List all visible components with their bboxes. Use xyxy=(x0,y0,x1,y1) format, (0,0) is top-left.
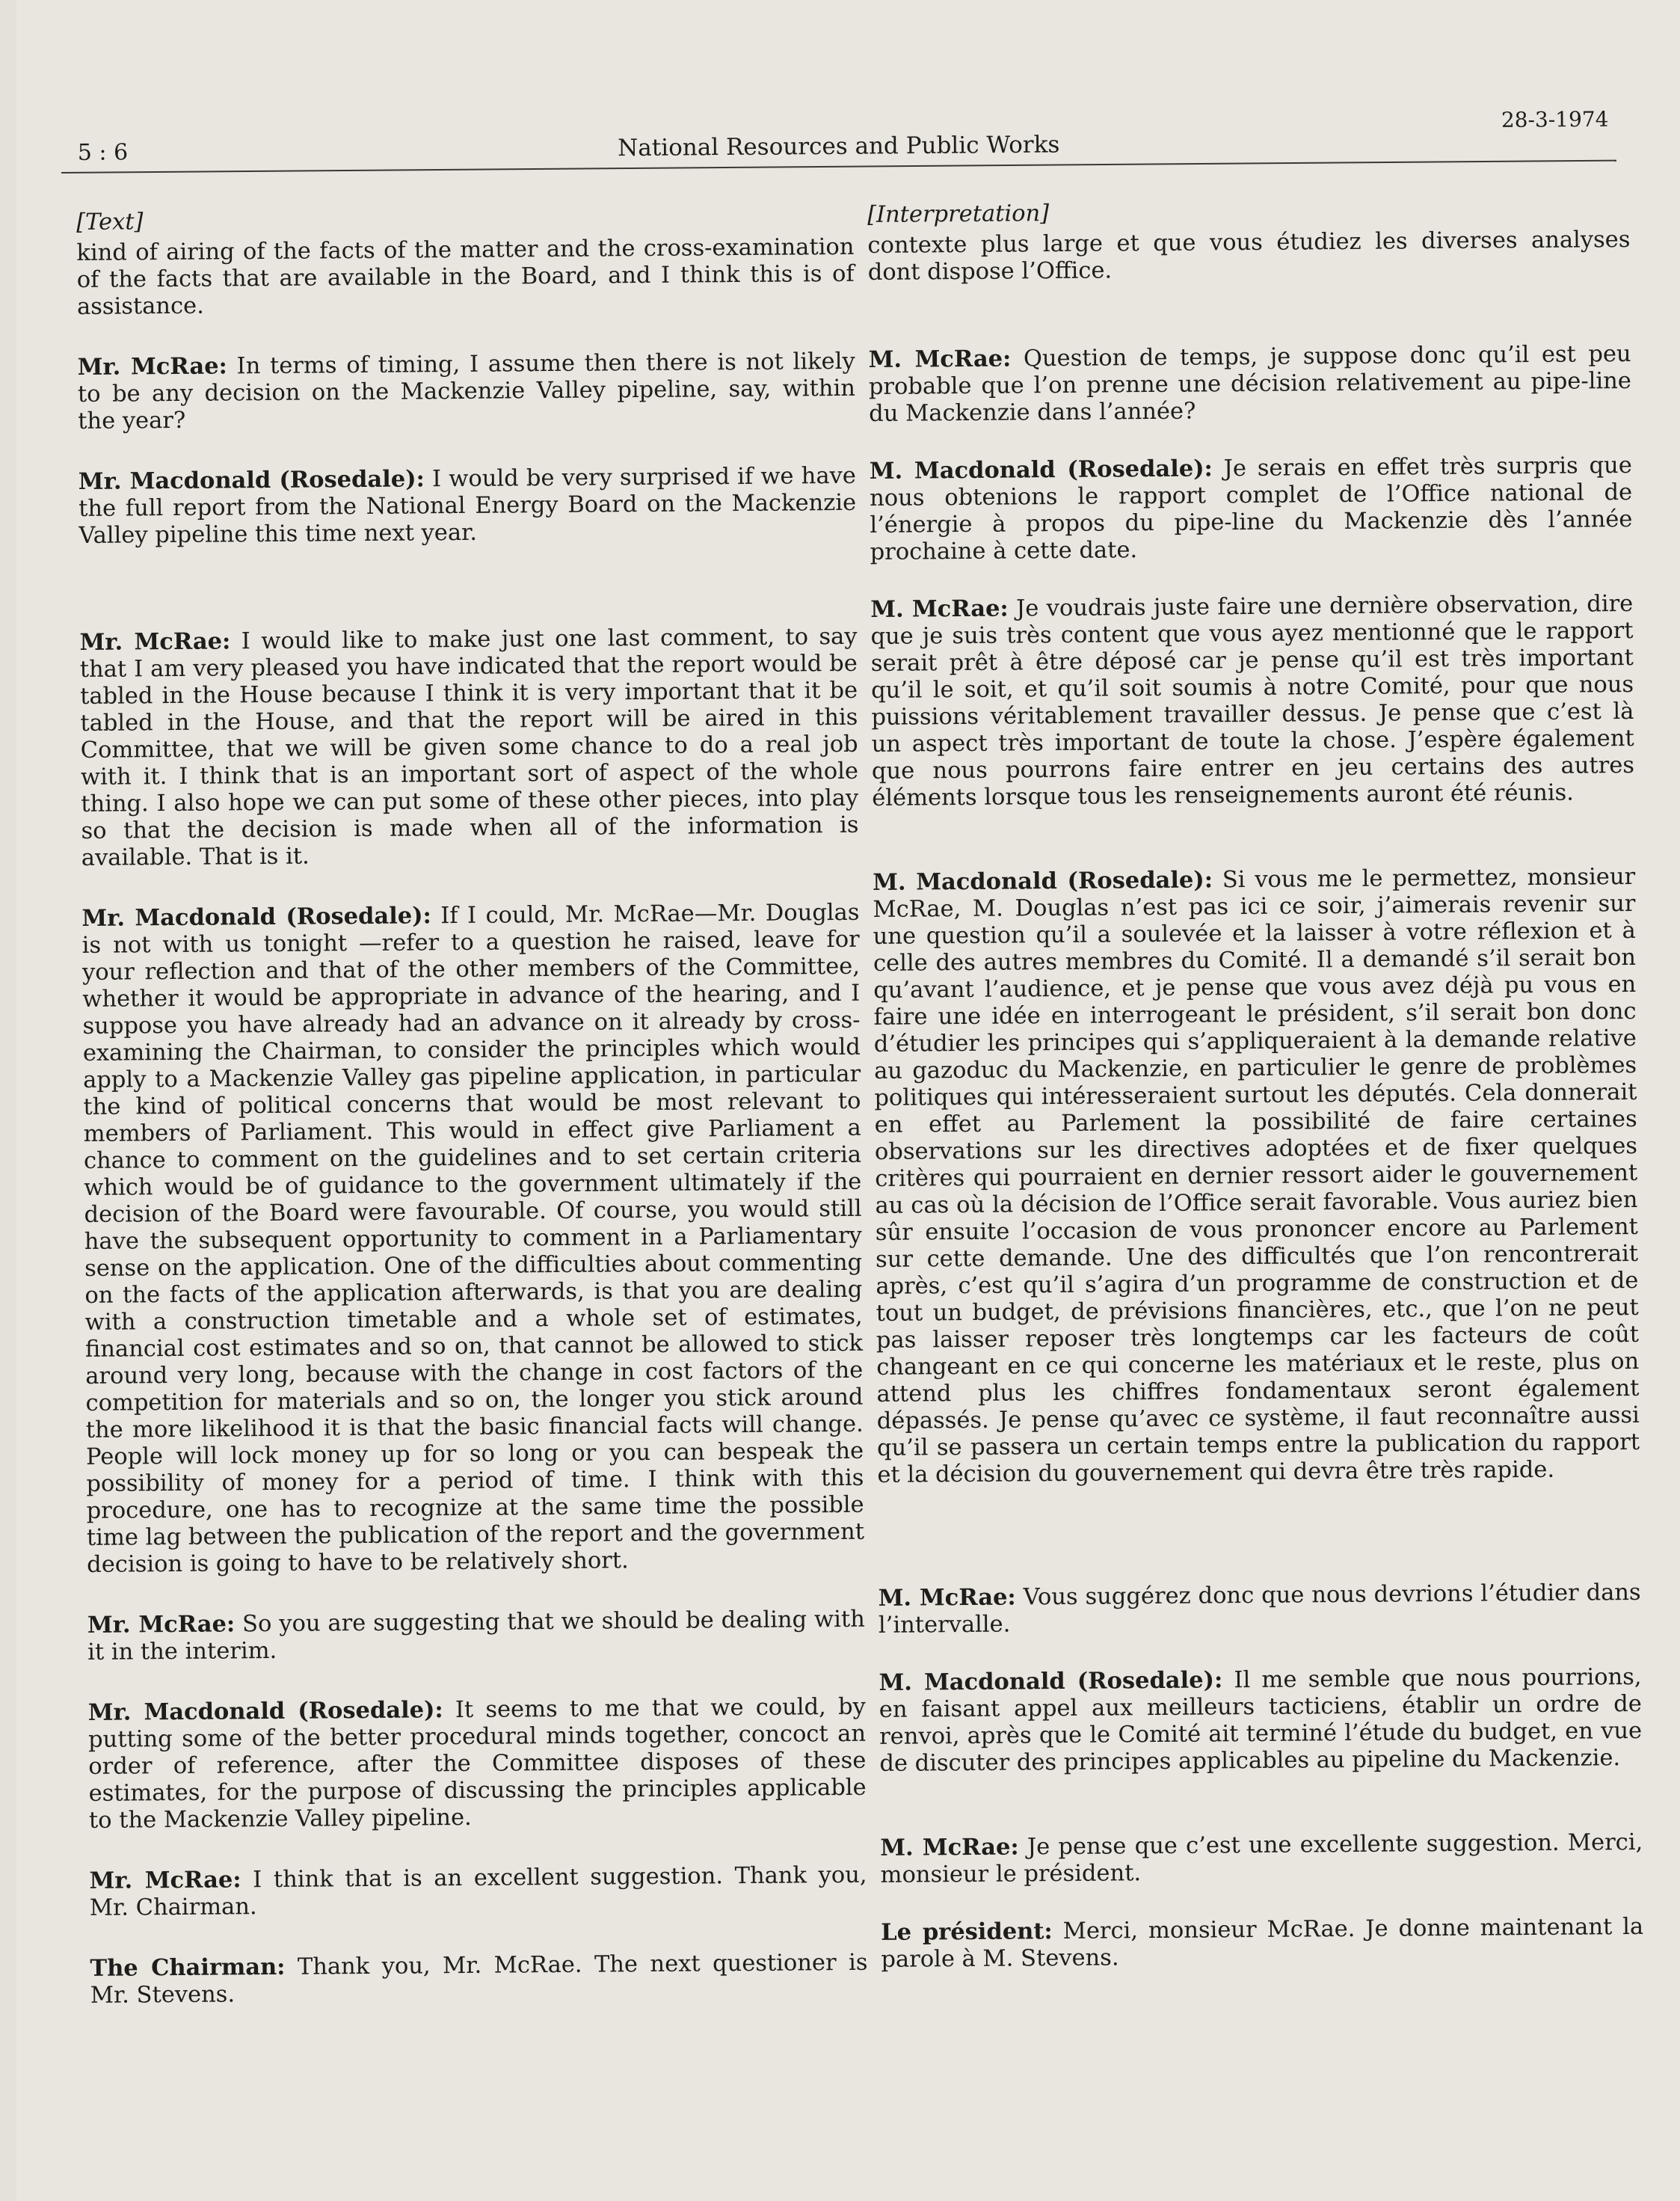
speaker-name: Mr. McRae: xyxy=(89,1866,241,1894)
paragraph xyxy=(867,226,1631,286)
journal-title: National Resources and Public Works xyxy=(618,131,1060,162)
header-date: 28-3-1974 xyxy=(1501,106,1609,132)
paragraph xyxy=(90,1949,868,2010)
document-page xyxy=(16,0,1680,2201)
speaker-name: Mr. Macdonald (Rosedale): xyxy=(81,902,431,932)
paragraph xyxy=(881,1913,1644,1974)
speech-text: Je pense que c’est une excellente suggestion. Merci, monsieur le président. xyxy=(880,1829,1643,1888)
english-column xyxy=(76,203,868,2039)
speaker-name: Mr. Macdonald (Rosedale): xyxy=(78,465,425,495)
speaker-name: The Chairman: xyxy=(90,1953,286,1982)
page-header xyxy=(61,93,1616,174)
speaker-name: M. Macdonald (Rosedale): xyxy=(879,1666,1223,1696)
page-number: 5 : 6 xyxy=(77,139,129,166)
speaker-name: M. McRae: xyxy=(870,595,1009,623)
paragraph xyxy=(870,590,1634,812)
speech-text: I would like to make just one last comment, to say that I am very pleased you have indicated that the report would be tabled in the House because I think it is very important that it be tabled in the House, and that the report will be aired in this Committee, that we will be given some chance to do a real job with it. I think that is an important sort of aspect of the whole thing. I also hope we can put some of these other pieces, into play so that the decision is made when all of the information is available. That is it. xyxy=(79,623,859,871)
speaker-name: M. McRae: xyxy=(880,1833,1019,1861)
speaker-name: M. Macdonald (Rosedale): xyxy=(873,866,1213,896)
paragraph xyxy=(870,452,1633,566)
speech-text: If I could, Mr. McRae—Mr. Douglas is not with us tonight —refer to a question he raised, leave for your reflection and that of the other members of the Committee, whether it would be appropriate in advance of the hearing, and I suppose you have already had an advance on it already by cross-examining the Chairman, to consider the principles which would apply to a Mackenzie Valley gas pipeline application, in particular the kind of political concerns that would be most relevant to members of Parliament. This would in effect give Parliament a chance to comment on the guidelines and to set certain criteria which would be of guidance to the government ultimately if the decision of the Board were favourable. Of course, you would still have the subsequent opportunity to comment in a Parliamentary sense on the application. One of the difficulties about commenting on the facts of the application afterwards, is that you are dealing with a construction timetable and a whole set of estimates, financial cost estimates and so on, that cannot be allowed to stick around very long, because with the change in cost factors of the competition for materials and so on, the longer you stick around the more likelihood it is that the basic financial facts will change. People will lock money up for so long or you can bespeak the possibility of money for a period of time. I think with this procedure, one has to recognize at the same time the possible time lag between the publication of the report and the government decision is going to have to be relatively short. xyxy=(81,899,865,1578)
paragraph xyxy=(79,623,859,872)
paragraph xyxy=(869,340,1632,428)
paragraph xyxy=(879,1663,1642,1778)
speech-text: So you are suggesting that we should be dealing with it in the interim. xyxy=(87,1606,865,1666)
paragraph xyxy=(87,1606,866,1666)
paragraph xyxy=(78,348,856,435)
speaker-name: M. McRae: xyxy=(878,1583,1016,1612)
speech-text: Question de temps, je suppose donc qu’il est peu probable que l’on prenne une décision relativement au pipe-line du Mackenzie dans l’année? xyxy=(868,340,1632,427)
speech-text: kind of airing of the facts of the matter and the cross-examination of the facts that are available in the Board, and I think this is of assistance. xyxy=(76,233,855,320)
paragraph xyxy=(76,233,855,321)
paragraph xyxy=(81,899,864,1579)
speech-text: I would be very surprised if we have the full report from the National Energy Board on the Mackenzie Valley pipeline this time next year. xyxy=(79,462,857,549)
french-column xyxy=(867,196,1644,2004)
speech-text: Je serais en effet très surpris que nous obtenions le rapport complet de l’Office national de l’énergie à propos du pipe-line du Mackenzie dès l’année prochaine à cette date. xyxy=(869,452,1633,565)
speaker-name: Mr. Macdonald (Rosedale): xyxy=(87,1696,443,1726)
speaker-name: Le président: xyxy=(881,1918,1053,1946)
speech-text: Il me semble que nous pourrions, en faisant appel aux meilleurs tacticiens, établir un ordre de renvoi, après que le Comité ait terminé l’étude du budget, en vue de discuter des principes applicables au pipeline du Mackenzie. xyxy=(879,1663,1643,1777)
paragraph xyxy=(873,863,1640,1489)
paragraph xyxy=(879,1579,1642,1639)
speech-text: Vous suggérez donc que nous devrions l’étudier dans l’intervalle. xyxy=(878,1579,1641,1639)
speech-text: Thank you, Mr. McRae. The next questioner is Mr. Stevens. xyxy=(90,1949,868,2009)
speaker-name: Mr. McRae: xyxy=(77,352,227,381)
speech-text: Si vous me le permettez, monsieur McRae, M. Douglas n’est pas ici ce soir, j’aimerais revenir sur une question qu’il a soulevée et la laisser à votre réflexion et à celle des autres membres du Comité. Il a demandé s’il serait bon qu’avant l’audience, et je pense que vous avez déjà pu vous en faire une idée en interrogeant le président, s’il serait bon donc d’étudier les principes qui s’appliqueraient à la demande relative au gazoduc du Mackenzie, en particulier le genre de problèmes politiques qui intéresseraient surtout les députés. Cela donnerait en effet au Parlement la possibilité de faire certaines observations sur les directives adoptées et de fixer quelques critères qui pourraient en dernier ressort aider le gouvernement au cas où la décision de l’Office serait favorable. Vous auriez bien sûr ensuite l’occasion de vous prononcer encore au Parlement sur cette demande. Une des difficultés que l’on rencontrerait après, c’est qu’il s’agira d’un programme de construction et de tout un budget, de prévisions financières, etc., que l’on ne peut pas laisser reposer très longtemps car les facteurs de coût changeant en ce qui concerne les matériaux et le reste, plus on attend plus les chiffres fondamentaux seront également dépassés. Je pense qu’avec ce système, il faut reconnaître aussi qu’il se passera un certain temps entre la publication du rapport et la décision du gouvernement qui devra être très rapide. xyxy=(873,863,1640,1488)
speaker-name: M. Macdonald (Rosedale): xyxy=(869,455,1213,485)
speech-text: In terms of timing, I assume then there is not likely to be any decision on the Mackenzie Valley pipeline, say, within the year? xyxy=(77,348,856,435)
speaker-name: Mr. McRae: xyxy=(87,1610,236,1639)
speech-text: Merci, monsieur McRae. Je donne maintenant la parole à M. Stevens. xyxy=(881,1913,1644,1973)
speech-text: Je voudrais juste faire une dernière observation, dire que je suis très content que vous ayez mentionné que le rapport serait prêt à être déposé car je pense qu’il est très important qu’il le soit, et qu’il soit soumis à notre Comité, pour que nous puissions véritablement travailler dessus. Je pense que c’est là un aspect très important de toute la chose. J’espère également que nous pourrons faire entrer en jeu certains des autres éléments lorsque tous les renseignements auront été réunis. xyxy=(870,590,1635,811)
paragraph xyxy=(88,1693,867,1835)
speaker-name: Mr. McRae: xyxy=(79,627,231,656)
paragraph xyxy=(79,462,857,550)
language-tag: [Interpretation] xyxy=(867,200,1050,228)
language-tag: [Text] xyxy=(76,209,144,236)
speech-text: contexte plus large et que vous étudiez les diverses analyses dont dispose l’Office. xyxy=(867,226,1631,286)
speech-text: I think that is an excellent suggestion. Thank you, Mr. Chairman. xyxy=(89,1861,867,1921)
paragraph xyxy=(880,1829,1643,1889)
speaker-name: M. McRae: xyxy=(868,345,1012,373)
speech-text: It seems to me that we could, by putting some of the better procedural minds together, concoct an order of reference, after the Committee disposes of these estimates, for the purpose of discussing the principles applicable to the Mackenzie Valley pipeline. xyxy=(87,1693,867,1834)
paragraph xyxy=(89,1861,867,1922)
